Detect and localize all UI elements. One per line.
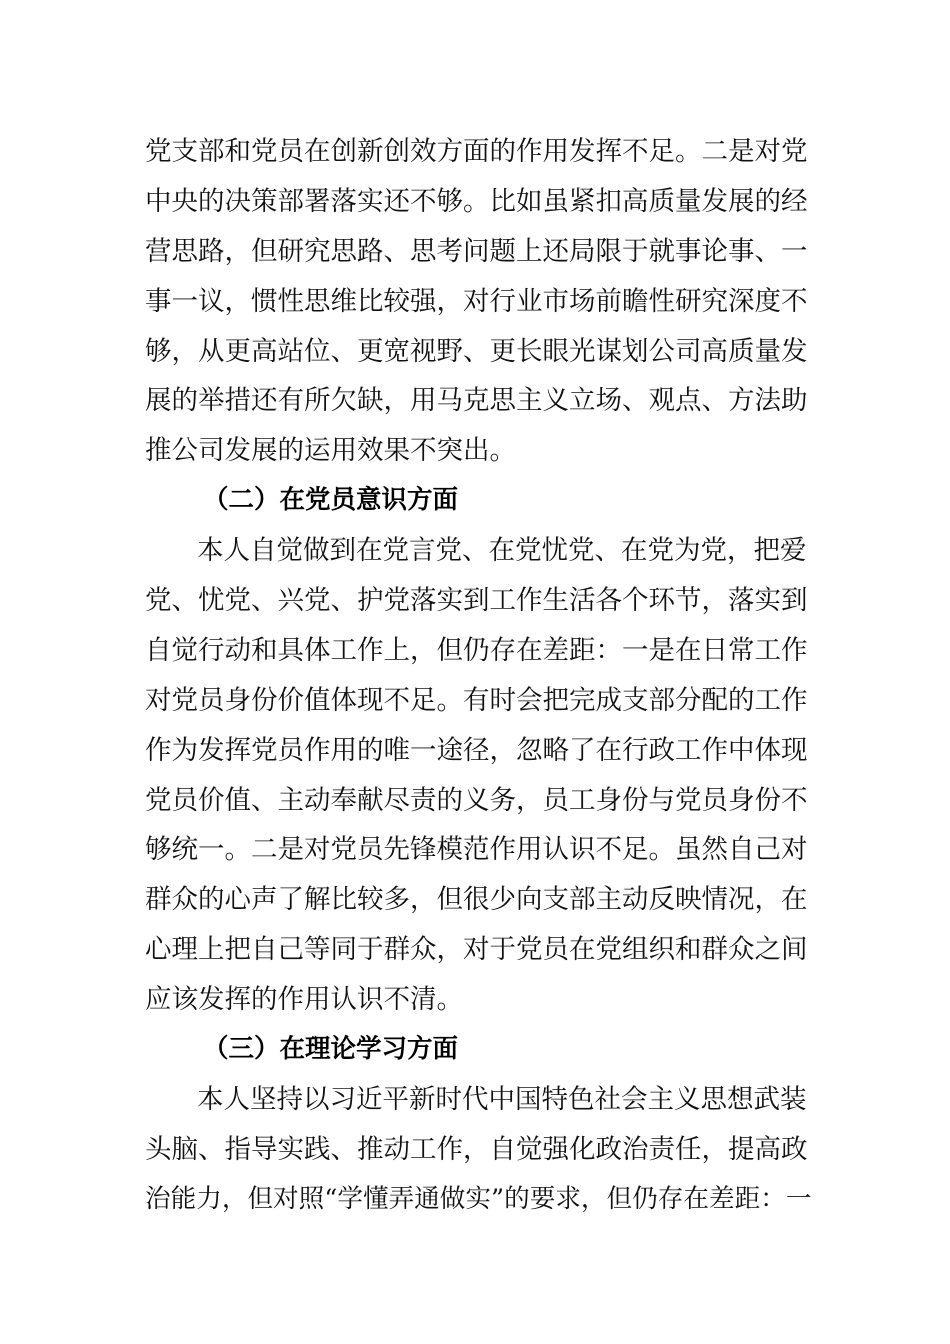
paragraph-line: 够，从更高站位、更宽视野、更长眼光谋划公司高质量发 [145,335,808,367]
document-body [145,127,815,1225]
section-heading: （二）在党员意识方面 [203,485,459,516]
paragraph-line: 治能力，但对照“学懂弄通做实”的要求，但仍存在差距：一 [145,1183,812,1214]
paragraph-line: 党、忧党、兴党、护党落实到工作生活各个环节，落实到 [145,585,808,617]
section-heading: （三）在理论学习方面 [203,1034,459,1065]
paragraph-line: 自觉行动和具体工作上，但仍存在差距：一是在日常工作 [145,634,808,666]
paragraph-line: 本人坚持以习近平新时代中国特色社会主义思想武装 [197,1083,807,1115]
paragraph-line: 中央的决策部署落实还不够。比如虽紧扣高质量发展的经 [145,185,808,217]
paragraph-line: 对党员身份价值体现不足。有时会把完成支部分配的工作 [145,684,808,716]
paragraph-line: 营思路，但研究思路、思考问题上还局限于就事论事、一 [145,235,808,267]
paragraph-line: 够统一。二是对党员先锋模范作用认识不足。虽然自己对 [145,834,808,866]
paragraph-line: 党支部和党员在创新创效方面的作用发挥不足。二是对党 [145,136,808,167]
paragraph-line: 应该发挥的作用认识不清。 [145,984,463,1016]
paragraph-line: 作为发挥党员作用的唯一途径，忽略了在行政工作中体现 [145,734,808,766]
paragraph-line: 心理上把自己等同于群众，对于党员在党组织和群众之间 [145,934,808,966]
paragraph-line: 头脑、指导实践、推动工作，自觉强化政治责任，提高政 [145,1133,808,1165]
paragraph-line: 本人自觉做到在党言党、在党忧党、在党为党，把爱 [197,535,807,567]
paragraph-line: 事一议，惯性思维比较强，对行业市场前瞻性研究深度不 [145,285,808,317]
paragraph-line: 推公司发展的运用效果不突出。 [145,435,516,467]
paragraph-line: 展的举措还有所欠缺，用马克思主义立场、观点、方法助 [145,385,808,417]
paragraph-line: 群众的心声了解比较多，但很少向支部主动反映情况，在 [145,884,808,916]
paragraph-line: 党员价值、主动奉献尽责的义务，员工身份与党员身份不 [145,784,808,816]
